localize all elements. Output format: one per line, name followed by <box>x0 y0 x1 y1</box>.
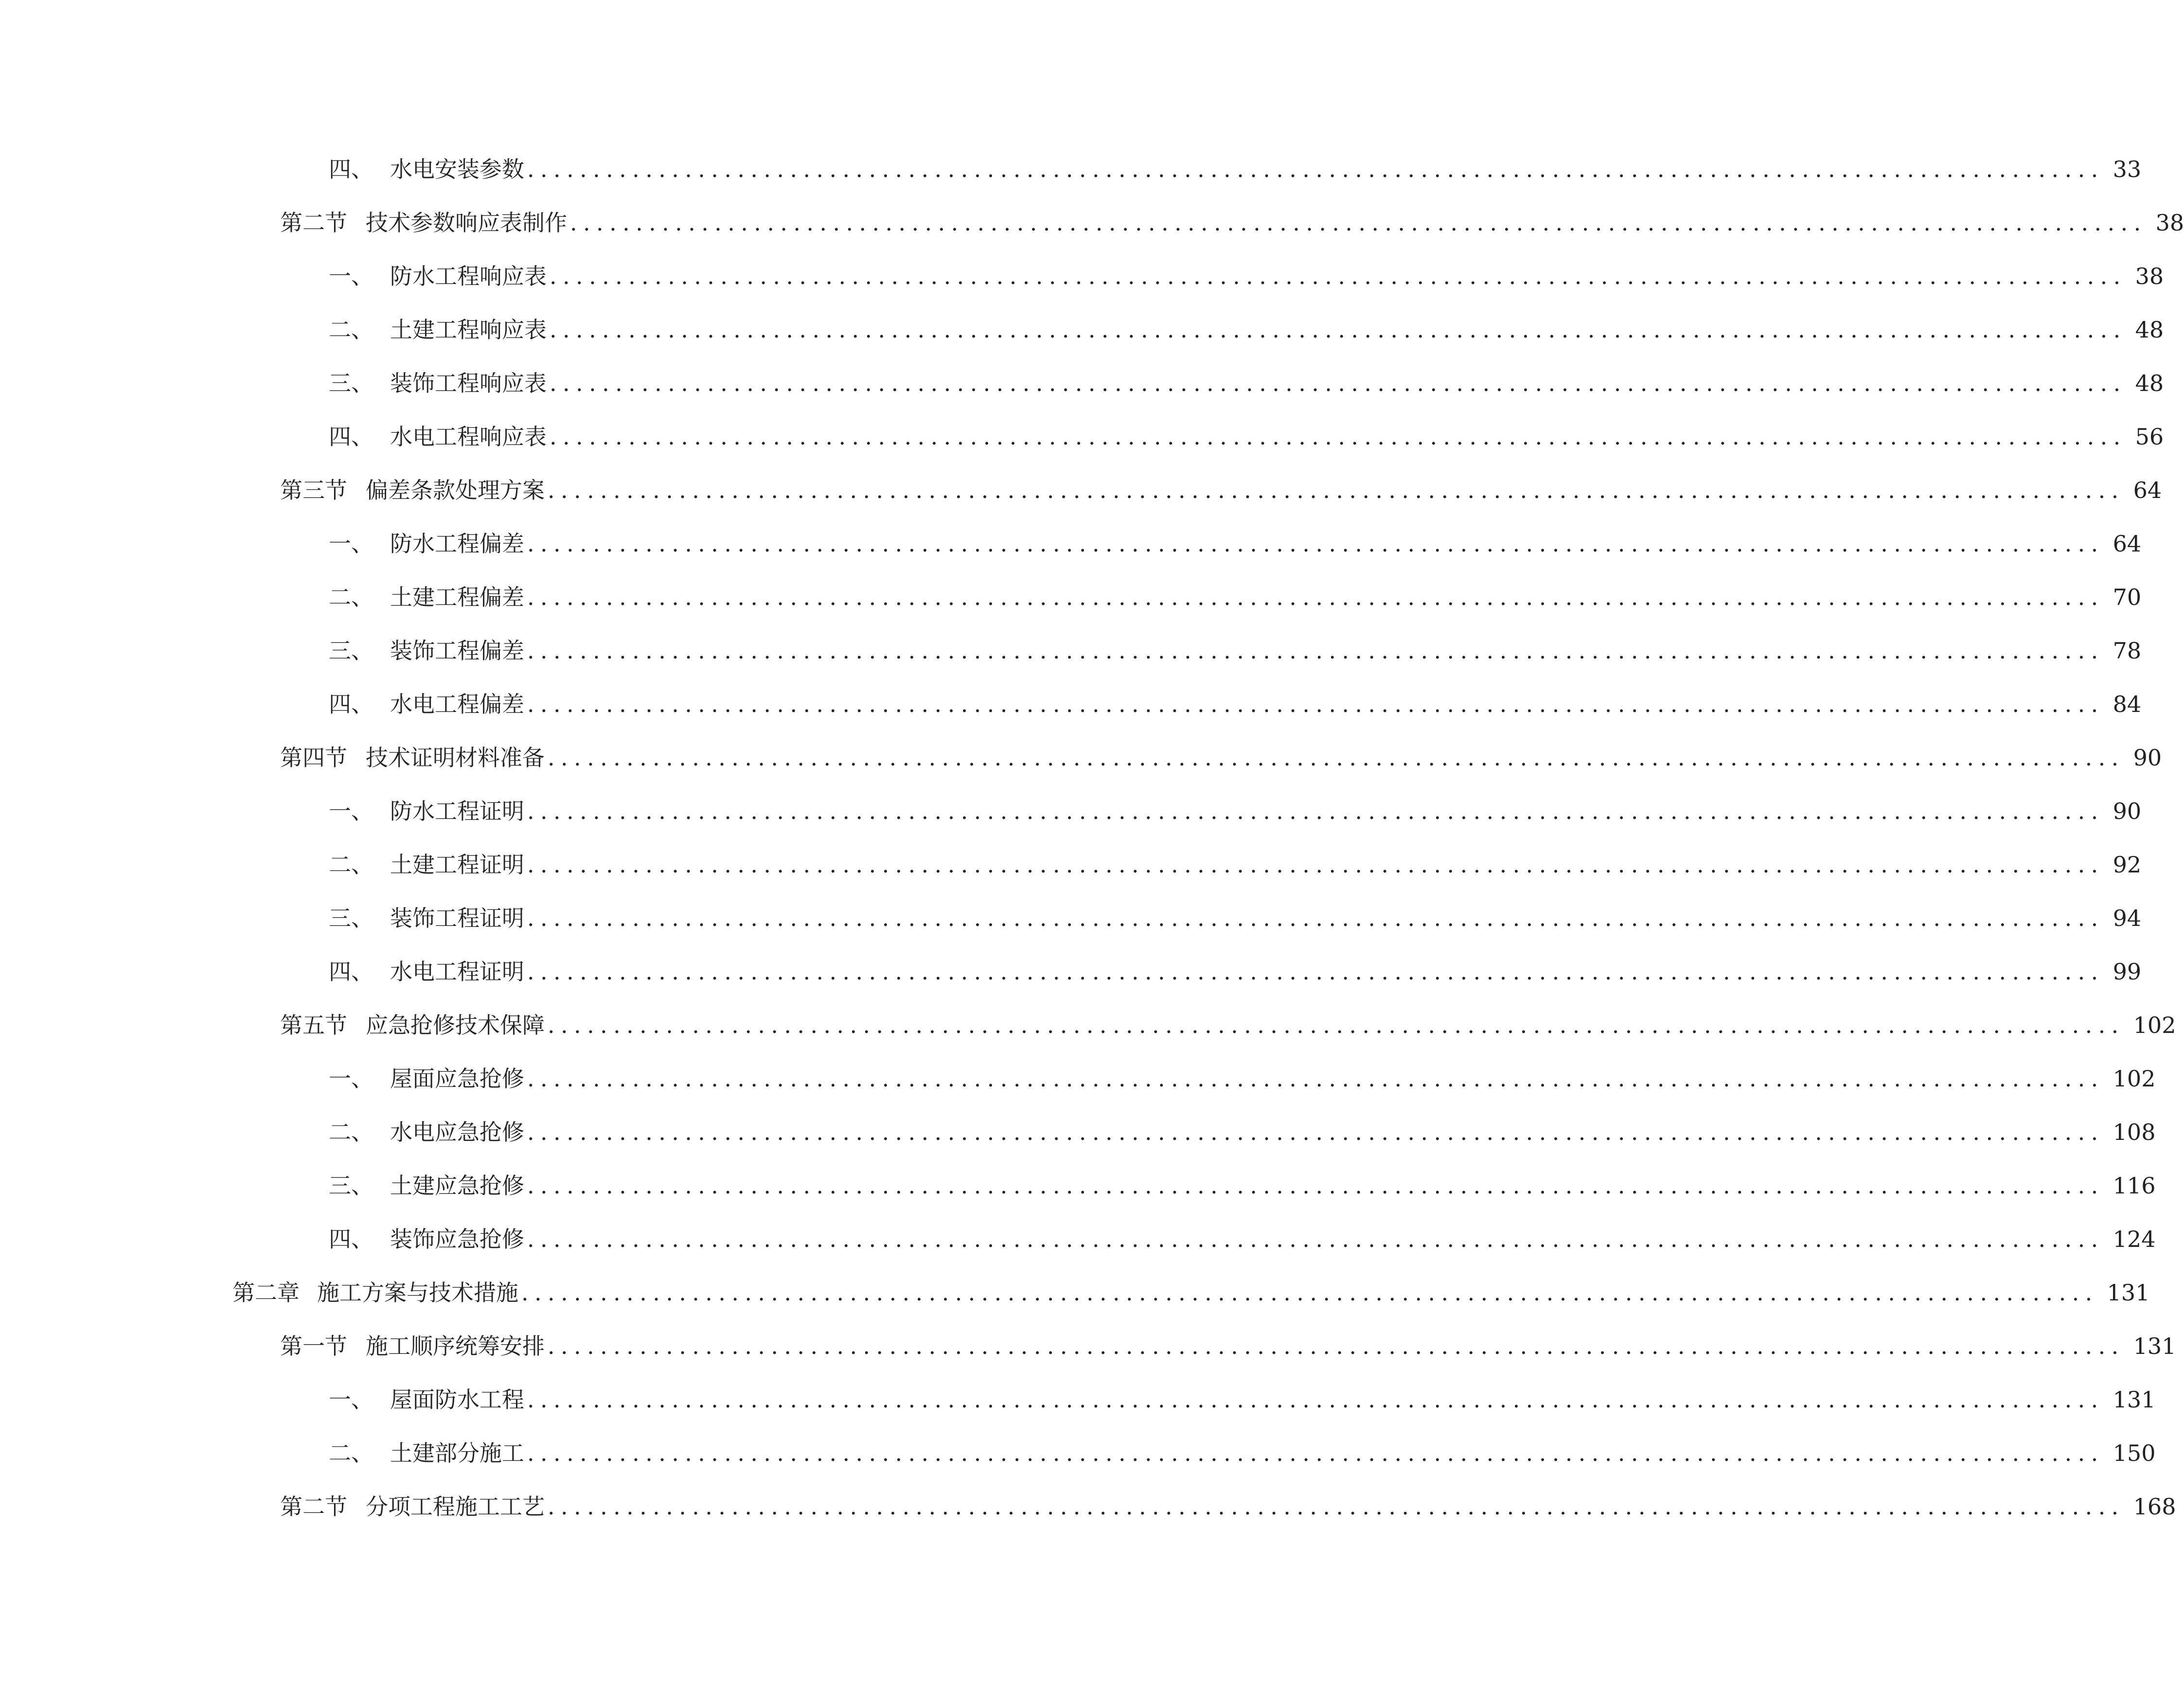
toc-entry-page: 102 <box>2113 1066 2156 1092</box>
toc-entry-title: 偏差条款处理方案 <box>366 477 545 503</box>
dot-leader: ........................................................................................................................ <box>527 1173 2104 1199</box>
toc-entry-number: 三、 <box>329 1173 373 1199</box>
toc-entry-page: 102 <box>2133 1012 2176 1038</box>
toc-entry-page: 94 <box>2113 905 2142 931</box>
toc-entry[interactable] <box>329 1166 2156 1205</box>
toc-entry[interactable] <box>329 1113 2156 1152</box>
toc-entry[interactable] <box>329 310 2164 349</box>
dot-leader: ........................................................................................................................ <box>550 263 2127 289</box>
toc-entry-title: 技术证明材料准备 <box>366 745 545 771</box>
toc-entry-page: 131 <box>2107 1280 2150 1306</box>
dot-leader: ........................................................................................................................ <box>527 798 2104 824</box>
toc-entry-page: 33 <box>2113 156 2142 182</box>
toc-entry-number: 二、 <box>329 1440 373 1466</box>
toc-entry-title: 水电安装参数 <box>390 156 524 182</box>
toc-entry-page: 38 <box>2135 263 2164 289</box>
toc-entry-title: 土建应急抢修 <box>390 1173 524 1199</box>
toc-entry-number: 二、 <box>329 584 373 610</box>
toc-entry-title: 施工顺序统筹安排 <box>366 1333 545 1359</box>
toc-entry-number: 四、 <box>329 424 373 450</box>
dot-leader: ........................................................................................................................ <box>527 1119 2104 1145</box>
toc-entry[interactable] <box>329 1434 2156 1473</box>
dot-leader: ........................................................................................................................ <box>527 852 2104 878</box>
toc-entry[interactable] <box>329 364 2164 403</box>
toc-entry-number: 二、 <box>329 852 373 878</box>
dot-leader: ........................................................................................................................ <box>548 477 2125 503</box>
toc-entry-page: 48 <box>2135 317 2164 343</box>
toc-entry[interactable] <box>329 578 2142 617</box>
dot-leader: ........................................................................................................................ <box>527 584 2104 610</box>
toc-entry-page: 131 <box>2133 1333 2176 1359</box>
dot-leader: ........................................................................................................................ <box>570 210 2147 236</box>
dot-leader: ........................................................................................................................ <box>527 638 2104 664</box>
toc-entry-title: 技术参数响应表制作 <box>366 210 567 236</box>
toc-entry-title: 水电工程响应表 <box>390 424 547 450</box>
toc-entry[interactable] <box>329 899 2142 938</box>
dot-leader: ........................................................................................................................ <box>548 745 2125 771</box>
toc-entry-page: 90 <box>2133 745 2162 771</box>
toc-entry-title: 土建工程证明 <box>390 852 524 878</box>
toc-entry-number: 二、 <box>329 317 373 343</box>
toc-entry[interactable] <box>329 150 2142 189</box>
dot-leader: ........................................................................................................................ <box>550 370 2127 396</box>
toc-entry-number: 四、 <box>329 959 373 985</box>
dot-leader: ........................................................................................................................ <box>527 1226 2104 1252</box>
toc-entry-page: 90 <box>2113 798 2142 824</box>
toc-entry-title: 防水工程响应表 <box>390 263 547 289</box>
toc-entry-number: 四、 <box>329 1226 373 1252</box>
toc-entry-number: 第二节 <box>280 210 347 236</box>
toc-entry[interactable] <box>280 203 2184 242</box>
toc-entry-title: 水电工程偏差 <box>390 691 524 717</box>
toc-entry-page: 64 <box>2113 531 2142 557</box>
toc-entry-page: 168 <box>2133 1493 2176 1520</box>
toc-entry-page: 99 <box>2113 959 2142 985</box>
toc-entry-title: 防水工程偏差 <box>390 531 524 557</box>
toc-entry-title: 防水工程证明 <box>390 798 524 824</box>
dot-leader: ........................................................................................................................ <box>527 1386 2104 1413</box>
dot-leader: ........................................................................................................................ <box>527 531 2104 557</box>
toc-entry-page: 92 <box>2113 852 2142 878</box>
toc-entry-title: 屋面应急抢修 <box>390 1066 524 1092</box>
toc-entry-number: 第一节 <box>280 1333 347 1359</box>
toc-entry-number: 三、 <box>329 370 373 396</box>
toc-entry-page: 150 <box>2113 1440 2156 1466</box>
toc-entry-number: 第二节 <box>280 1493 347 1520</box>
dot-leader: ........................................................................................................................ <box>527 1440 2104 1466</box>
toc-entry[interactable] <box>329 792 2142 831</box>
toc-entry-number: 一、 <box>329 798 373 824</box>
toc-entry[interactable] <box>280 471 2162 510</box>
toc-entry-number: 第四节 <box>280 745 347 771</box>
toc-entry-page: 131 <box>2113 1386 2156 1413</box>
dot-leader: ........................................................................................................................ <box>527 905 2104 931</box>
toc-entry[interactable] <box>329 257 2164 296</box>
toc-entry-number: 一、 <box>329 1066 373 1092</box>
toc-entry-number: 一、 <box>329 531 373 557</box>
toc-entry-page: 64 <box>2133 477 2162 503</box>
toc-entry-title: 装饰工程证明 <box>390 905 524 931</box>
toc-entry[interactable] <box>329 1220 2156 1259</box>
dot-leader: ........................................................................................................................ <box>527 1066 2104 1092</box>
toc-entry-title: 土建工程响应表 <box>390 317 547 343</box>
dot-leader: ........................................................................................................................ <box>548 1493 2125 1520</box>
toc-entry-number: 四、 <box>329 156 373 182</box>
toc-entry-page: 124 <box>2113 1226 2156 1252</box>
toc-entry-number: 第五节 <box>280 1012 347 1038</box>
toc-entry-title: 装饰工程偏差 <box>390 638 524 664</box>
toc-entry-title: 装饰工程响应表 <box>390 370 547 396</box>
toc-entry[interactable] <box>329 1380 2156 1419</box>
toc-entry[interactable] <box>232 1273 2150 1312</box>
toc-entry-number: 二、 <box>329 1119 373 1145</box>
dot-leader: ........................................................................................................................ <box>527 156 2104 182</box>
toc-entry-title: 装饰应急抢修 <box>390 1226 524 1252</box>
toc-entry-title: 施工方案与技术措施 <box>317 1280 518 1306</box>
toc-entry-title: 水电应急抢修 <box>390 1119 524 1145</box>
toc-entry-page: 78 <box>2113 638 2142 664</box>
toc-entry[interactable] <box>280 1487 2176 1526</box>
dot-leader: ........................................................................................................................ <box>527 691 2104 717</box>
toc-entry-page: 70 <box>2113 584 2142 610</box>
dot-leader: ........................................................................................................................ <box>527 959 2104 985</box>
toc-entry-number: 一、 <box>329 263 373 289</box>
toc-entry-number: 四、 <box>329 691 373 717</box>
dot-leader: ........................................................................................................................ <box>550 317 2127 343</box>
toc-entry[interactable] <box>280 1327 2176 1366</box>
toc-entry-title: 土建部分施工 <box>390 1440 524 1466</box>
toc-entry[interactable] <box>280 738 2162 777</box>
dot-leader: ........................................................................................................................ <box>548 1012 2125 1038</box>
dot-leader: ........................................................................................................................ <box>548 1333 2125 1359</box>
toc-entry-page: 84 <box>2113 691 2142 717</box>
toc-entry-title: 水电工程证明 <box>390 959 524 985</box>
toc-entry-title: 应急抢修技术保障 <box>366 1012 545 1038</box>
toc-entry-page: 48 <box>2135 370 2164 396</box>
toc-entry-page: 38 <box>2155 210 2184 236</box>
toc-entry-title: 土建工程偏差 <box>390 584 524 610</box>
toc-entry-title: 分项工程施工工艺 <box>366 1493 545 1520</box>
toc-entry[interactable] <box>329 631 2142 670</box>
toc-entry[interactable] <box>329 1059 2156 1098</box>
dot-leader: ........................................................................................................................ <box>521 1280 2098 1306</box>
toc-entry-number: 三、 <box>329 905 373 931</box>
toc-entry-page: 108 <box>2113 1119 2156 1145</box>
toc-entry[interactable] <box>280 1006 2176 1045</box>
toc-entry-number: 三、 <box>329 638 373 664</box>
toc-entry[interactable] <box>329 845 2142 884</box>
toc-entry-number: 第三节 <box>280 477 347 503</box>
toc-entry[interactable] <box>329 524 2142 563</box>
toc-entry[interactable] <box>329 952 2142 991</box>
toc-entry[interactable] <box>329 417 2164 456</box>
toc-entry-page: 56 <box>2135 424 2164 450</box>
toc-entry-number: 一、 <box>329 1386 373 1413</box>
dot-leader: ........................................................................................................................ <box>550 424 2127 450</box>
toc-entry-page: 116 <box>2113 1173 2156 1199</box>
toc-entry[interactable] <box>329 685 2142 724</box>
toc-entry-number: 第二章 <box>232 1280 300 1306</box>
toc-entry-title: 屋面防水工程 <box>390 1386 524 1413</box>
